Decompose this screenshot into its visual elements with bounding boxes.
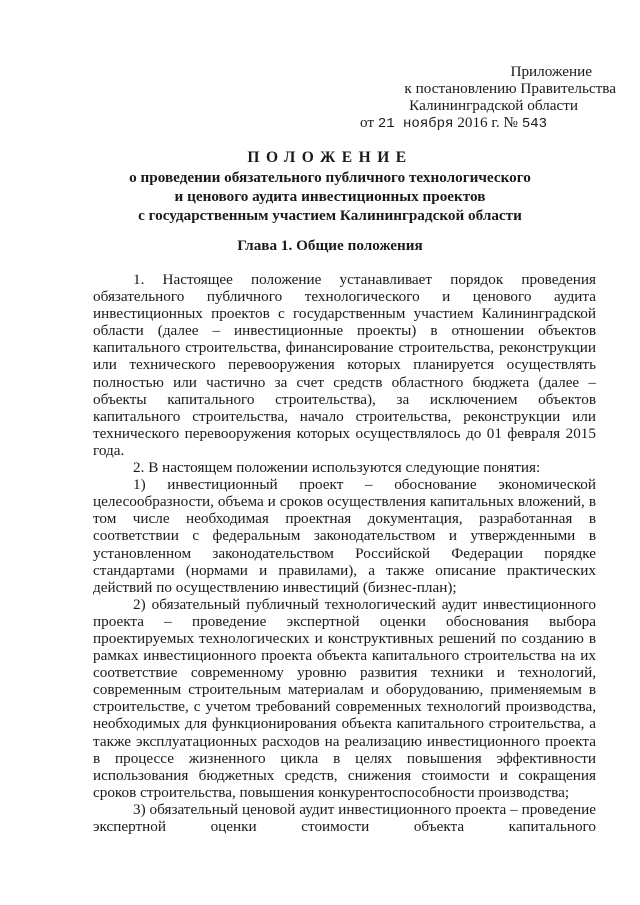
document-body xyxy=(93,271,596,835)
document-subtitle-line-3: с государственным участием Калининградской области xyxy=(138,207,522,224)
document-subtitle-line-1: о проведении обязательного публичного технологического xyxy=(129,169,531,186)
definition-2: 2) обязательный публичный технологический аудит инвестиционного проекта – проведение экспертной оценки обоснования выбора проектируемых технологических и конструктивных решений по созданию в рамках инвестиционного проекта объекта капитального строительства на их соответствие современному уровню развития техники и технологий, современным строительным материалам и оборудованию, применяемым в строительстве, с учетом требований современных технологий производства, необходимых для функционирования объекта капитального строительства, а также эксплуатационных расходов на реализацию инвестиционного проекта в процессе жизненного цикла в целях повышения эффективности использования бюджетных средств, снижения стоимости и сокращения сроков строительства, повышения конкурентоспособности производства; xyxy=(93,595,596,801)
date-year: 2016 г. xyxy=(457,114,500,131)
definition-3: 3) обязательный ценовой аудит инвестиционного проекта – проведение экспертной оценки стоимости объекта капитального xyxy=(93,800,596,835)
date-day-month: 21 ноября xyxy=(377,116,454,132)
appendix-decree-ref: к постановлению Правительства xyxy=(404,80,616,97)
date-prefix: от xyxy=(360,114,375,131)
appendix-label: Приложение xyxy=(510,63,592,80)
definition-1: 1) инвестиционный проект – обоснование экономической целесообразности, объема и сроков осуществления капитальных вложений, в том числе необходимая проектная документация, разработанная в соответствии с федеральным законодательством и утвержденными в установленном законодательством Российской Федерации порядке стандартами (нормами и правилами), а также описание практических действий по осуществлению инвестиций (бизнес-план); xyxy=(93,476,596,596)
number-sign: № xyxy=(503,114,519,131)
appendix-header xyxy=(330,63,620,133)
document-title-block xyxy=(40,148,620,225)
paragraph-2: 2. В настоящем положении используются следующие понятия: xyxy=(133,459,541,477)
document-subtitle-line-2: и ценового аудита инвестиционных проектов xyxy=(174,188,486,205)
appendix-date-number xyxy=(330,114,620,133)
appendix-region: Калининградской области xyxy=(409,97,578,114)
paragraph-1: 1. Настоящее положение устанавливает порядок проведения обязательного публичного технологического и ценового аудита инвестиционных проектов с государственным участием Калининградской области (далее – инвестиционные проекты) в отношении объектов капитального строительства, финансирование строительства, реконструкции или технического перевооружения которых планируется осуществлять полностью или частично за счет средств областного бюджета (далее – объекты капитального строительства), за исключением объектов капитального строительства, начало строительства, реконструкции или технического перевооружения которых осуществлялось до 01 февраля 2015 года. xyxy=(93,271,596,459)
document-title: ПОЛОЖЕНИЕ xyxy=(247,149,413,166)
chapter-heading: Глава 1. Общие положения xyxy=(237,237,423,254)
decree-number: 543 xyxy=(521,116,548,132)
